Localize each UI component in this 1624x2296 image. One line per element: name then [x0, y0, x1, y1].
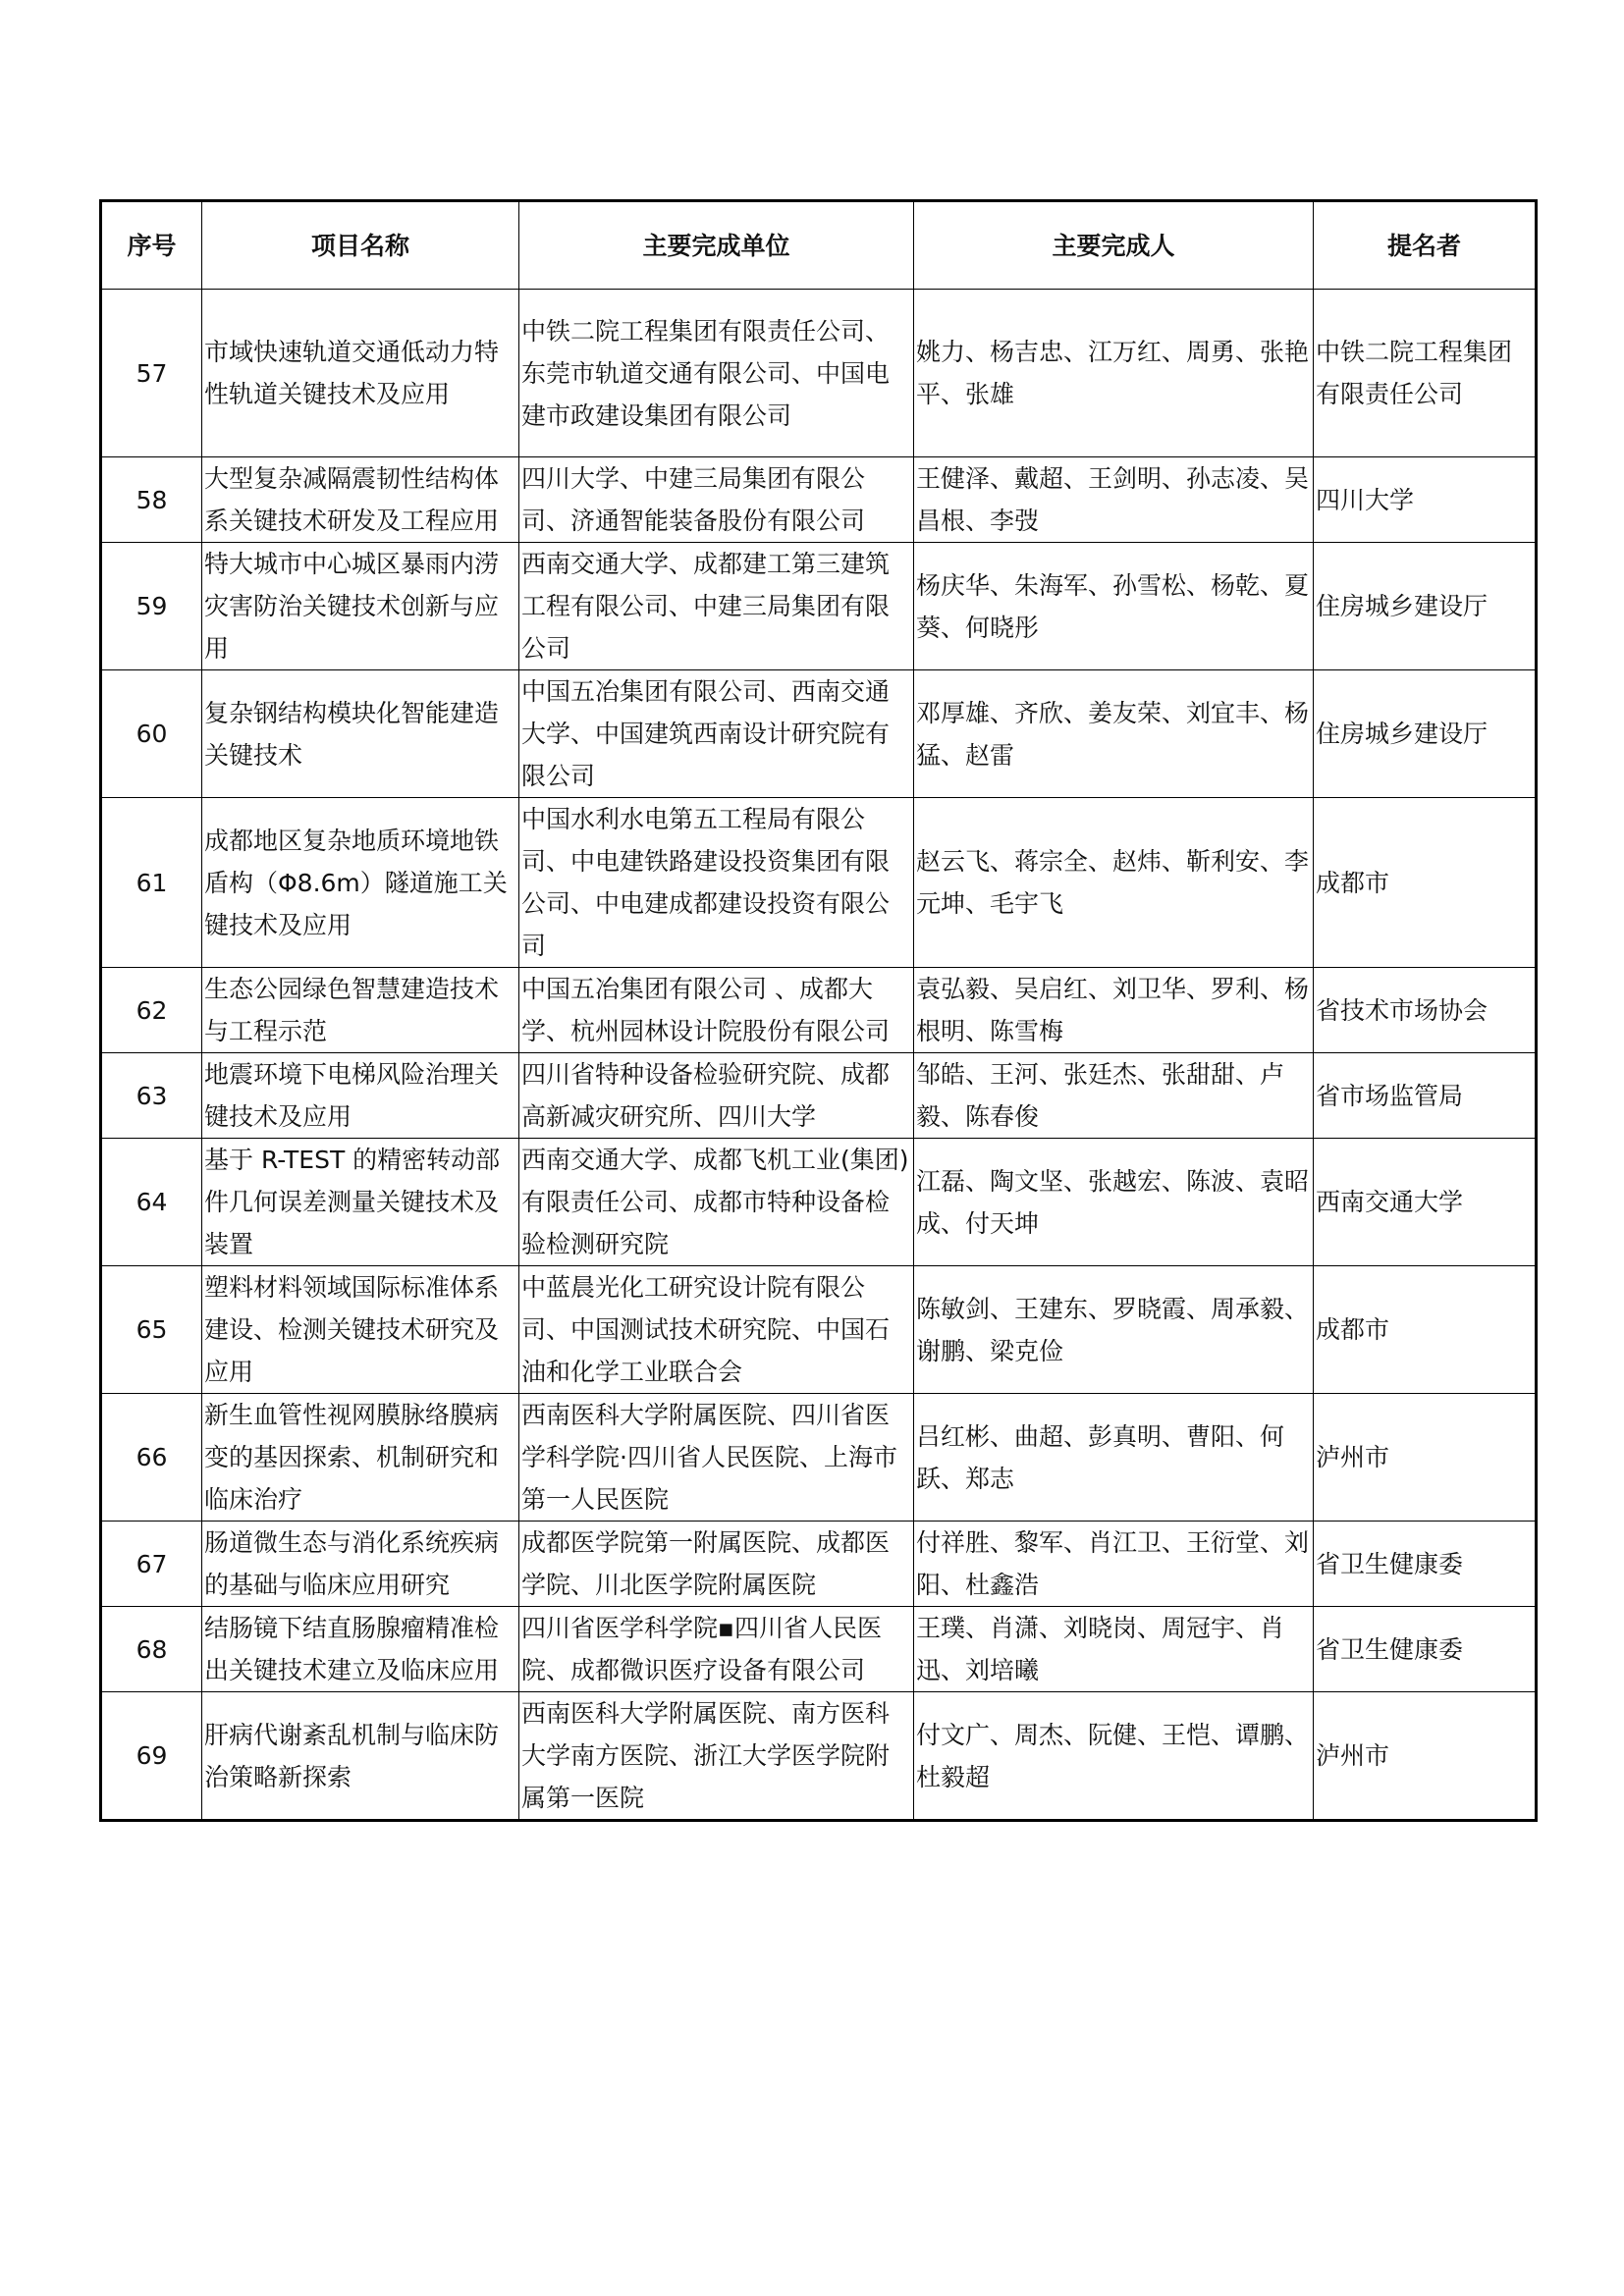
project-name-cell: 大型复杂减隔震韧性结构体系关键技术研发及工程应用: [202, 457, 519, 543]
project-name-cell: 肝病代谢紊乱机制与临床防治策略新探索: [202, 1692, 519, 1821]
seq-cell: 68: [101, 1607, 202, 1692]
main-persons-cell: 王璞、肖潇、刘晓岗、周冠宇、肖迅、刘培曦: [914, 1607, 1314, 1692]
main-persons-cell: 袁弘毅、吴启红、刘卫华、罗利、杨根明、陈雪梅: [914, 968, 1314, 1053]
nominator-cell: 泸州市: [1314, 1692, 1537, 1821]
main-units-cell: 成都医学院第一附属医院、成都医学院、川北医学院附属医院: [519, 1522, 914, 1607]
main-units-cell: 四川省特种设备检验研究院、成都高新减灾研究所、四川大学: [519, 1053, 914, 1139]
nominator-cell: 成都市: [1314, 798, 1537, 968]
header-main-units: 主要完成单位: [519, 201, 914, 290]
document-page: [99, 199, 1535, 1822]
seq-cell: 69: [101, 1692, 202, 1821]
header-nominator: 提名者: [1314, 201, 1537, 290]
project-name-cell: 市域快速轨道交通低动力特性轨道关键技术及应用: [202, 290, 519, 457]
project-name-cell: 成都地区复杂地质环境地铁盾构（Φ8.6m）隧道施工关键技术及应用: [202, 798, 519, 968]
nominator-cell: 省卫生健康委: [1314, 1607, 1537, 1692]
table-row: [101, 798, 1537, 968]
seq-cell: 66: [101, 1394, 202, 1522]
main-units-cell: 西南医科大学附属医院、四川省医学科学院·四川省人民医院、上海市第一人民医院: [519, 1394, 914, 1522]
main-units-cell: 西南医科大学附属医院、南方医科大学南方医院、浙江大学医学院附属第一医院: [519, 1692, 914, 1821]
header-seq: 序号: [101, 201, 202, 290]
main-persons-cell: 陈敏剑、王建东、罗晓霞、周承毅、谢鹏、梁克俭: [914, 1266, 1314, 1394]
main-persons-cell: 付祥胜、黎军、肖江卫、王衍堂、刘阳、杜鑫浩: [914, 1522, 1314, 1607]
table-row: [101, 670, 1537, 798]
nominator-cell: 省市场监管局: [1314, 1053, 1537, 1139]
project-name-cell: 特大城市中心城区暴雨内涝灾害防治关键技术创新与应用: [202, 543, 519, 670]
table-body: [101, 290, 1537, 1821]
seq-cell: 61: [101, 798, 202, 968]
project-name-cell: 新生血管性视网膜脉络膜病变的基因探索、机制研究和临床治疗: [202, 1394, 519, 1522]
table-row: [101, 1692, 1537, 1821]
main-persons-cell: 王健泽、戴超、王剑明、孙志凌、吴昌根、李弢: [914, 457, 1314, 543]
seq-cell: 62: [101, 968, 202, 1053]
table-row: [101, 1139, 1537, 1266]
main-units-cell: 四川省医学科学院▪四川省人民医院、成都微识医疗设备有限公司: [519, 1607, 914, 1692]
nominator-cell: 省卫生健康委: [1314, 1522, 1537, 1607]
project-name-cell: 基于 R-TEST 的精密转动部件几何误差测量关键技术及装置: [202, 1139, 519, 1266]
seq-cell: 57: [101, 290, 202, 457]
main-units-cell: 西南交通大学、成都飞机工业(集团)有限责任公司、成都市特种设备检验检测研究院: [519, 1139, 914, 1266]
nominator-cell: 住房城乡建设厅: [1314, 670, 1537, 798]
table-row: [101, 1394, 1537, 1522]
table-row: [101, 1607, 1537, 1692]
table-row: [101, 290, 1537, 457]
seq-cell: 58: [101, 457, 202, 543]
project-name-cell: 肠道微生态与消化系统疾病的基础与临床应用研究: [202, 1522, 519, 1607]
project-name-cell: 地震环境下电梯风险治理关键技术及应用: [202, 1053, 519, 1139]
main-units-cell: 中国五冶集团有限公司 、成都大学、杭州园林设计院股份有限公司: [519, 968, 914, 1053]
table-row: [101, 543, 1537, 670]
nominator-cell: 西南交通大学: [1314, 1139, 1537, 1266]
nominator-cell: 中铁二院工程集团有限责任公司: [1314, 290, 1537, 457]
nominator-cell: 省技术市场协会: [1314, 968, 1537, 1053]
project-name-cell: 复杂钢结构模块化智能建造关键技术: [202, 670, 519, 798]
seq-cell: 67: [101, 1522, 202, 1607]
header-project-name: 项目名称: [202, 201, 519, 290]
seq-cell: 64: [101, 1139, 202, 1266]
main-persons-cell: 邹皓、王河、张廷杰、张甜甜、卢毅、陈春俊: [914, 1053, 1314, 1139]
main-persons-cell: 付文广、周杰、阮健、王恺、谭鹏、杜毅超: [914, 1692, 1314, 1821]
seq-cell: 63: [101, 1053, 202, 1139]
main-persons-cell: 杨庆华、朱海军、孙雪松、杨乾、夏葵、何晓彤: [914, 543, 1314, 670]
project-name-cell: 生态公园绿色智慧建造技术与工程示范: [202, 968, 519, 1053]
nominator-cell: 成都市: [1314, 1266, 1537, 1394]
main-persons-cell: 邓厚雄、齐欣、姜友荣、刘宜丰、杨猛、赵雷: [914, 670, 1314, 798]
main-persons-cell: 姚力、杨吉忠、江万红、周勇、张艳平、张雄: [914, 290, 1314, 457]
main-units-cell: 西南交通大学、成都建工第三建筑工程有限公司、中建三局集团有限公司: [519, 543, 914, 670]
main-units-cell: 四川大学、中建三局集团有限公司、济通智能装备股份有限公司: [519, 457, 914, 543]
header-main-persons: 主要完成人: [914, 201, 1314, 290]
header-row: [101, 201, 1537, 290]
main-persons-cell: 吕红彬、曲超、彭真明、曹阳、何跃、郑志: [914, 1394, 1314, 1522]
table-row: [101, 968, 1537, 1053]
seq-cell: 60: [101, 670, 202, 798]
award-table: [99, 199, 1538, 1822]
main-persons-cell: 江磊、陶文坚、张越宏、陈波、袁昭成、付天坤: [914, 1139, 1314, 1266]
project-name-cell: 塑料材料领域国际标准体系建设、检测关键技术研究及应用: [202, 1266, 519, 1394]
seq-cell: 65: [101, 1266, 202, 1394]
nominator-cell: 四川大学: [1314, 457, 1537, 543]
main-units-cell: 中蓝晨光化工研究设计院有限公司、中国测试技术研究院、中国石油和化学工业联合会: [519, 1266, 914, 1394]
project-name-cell: 结肠镜下结直肠腺瘤精准检出关键技术建立及临床应用: [202, 1607, 519, 1692]
table-header: [101, 201, 1537, 290]
nominator-cell: 泸州市: [1314, 1394, 1537, 1522]
table-row: [101, 1266, 1537, 1394]
nominator-cell: 住房城乡建设厅: [1314, 543, 1537, 670]
table-row: [101, 1053, 1537, 1139]
table-row: [101, 1522, 1537, 1607]
main-persons-cell: 赵云飞、蒋宗全、赵炜、靳利安、李元坤、毛宇飞: [914, 798, 1314, 968]
main-units-cell: 中国水利水电第五工程局有限公司、中电建铁路建设投资集团有限公司、中电建成都建设投资有限公司: [519, 798, 914, 968]
seq-cell: 59: [101, 543, 202, 670]
table-row: [101, 457, 1537, 543]
main-units-cell: 中铁二院工程集团有限责任公司、东莞市轨道交通有限公司、中国电建市政建设集团有限公司: [519, 290, 914, 457]
main-units-cell: 中国五冶集团有限公司、西南交通大学、中国建筑西南设计研究院有限公司: [519, 670, 914, 798]
